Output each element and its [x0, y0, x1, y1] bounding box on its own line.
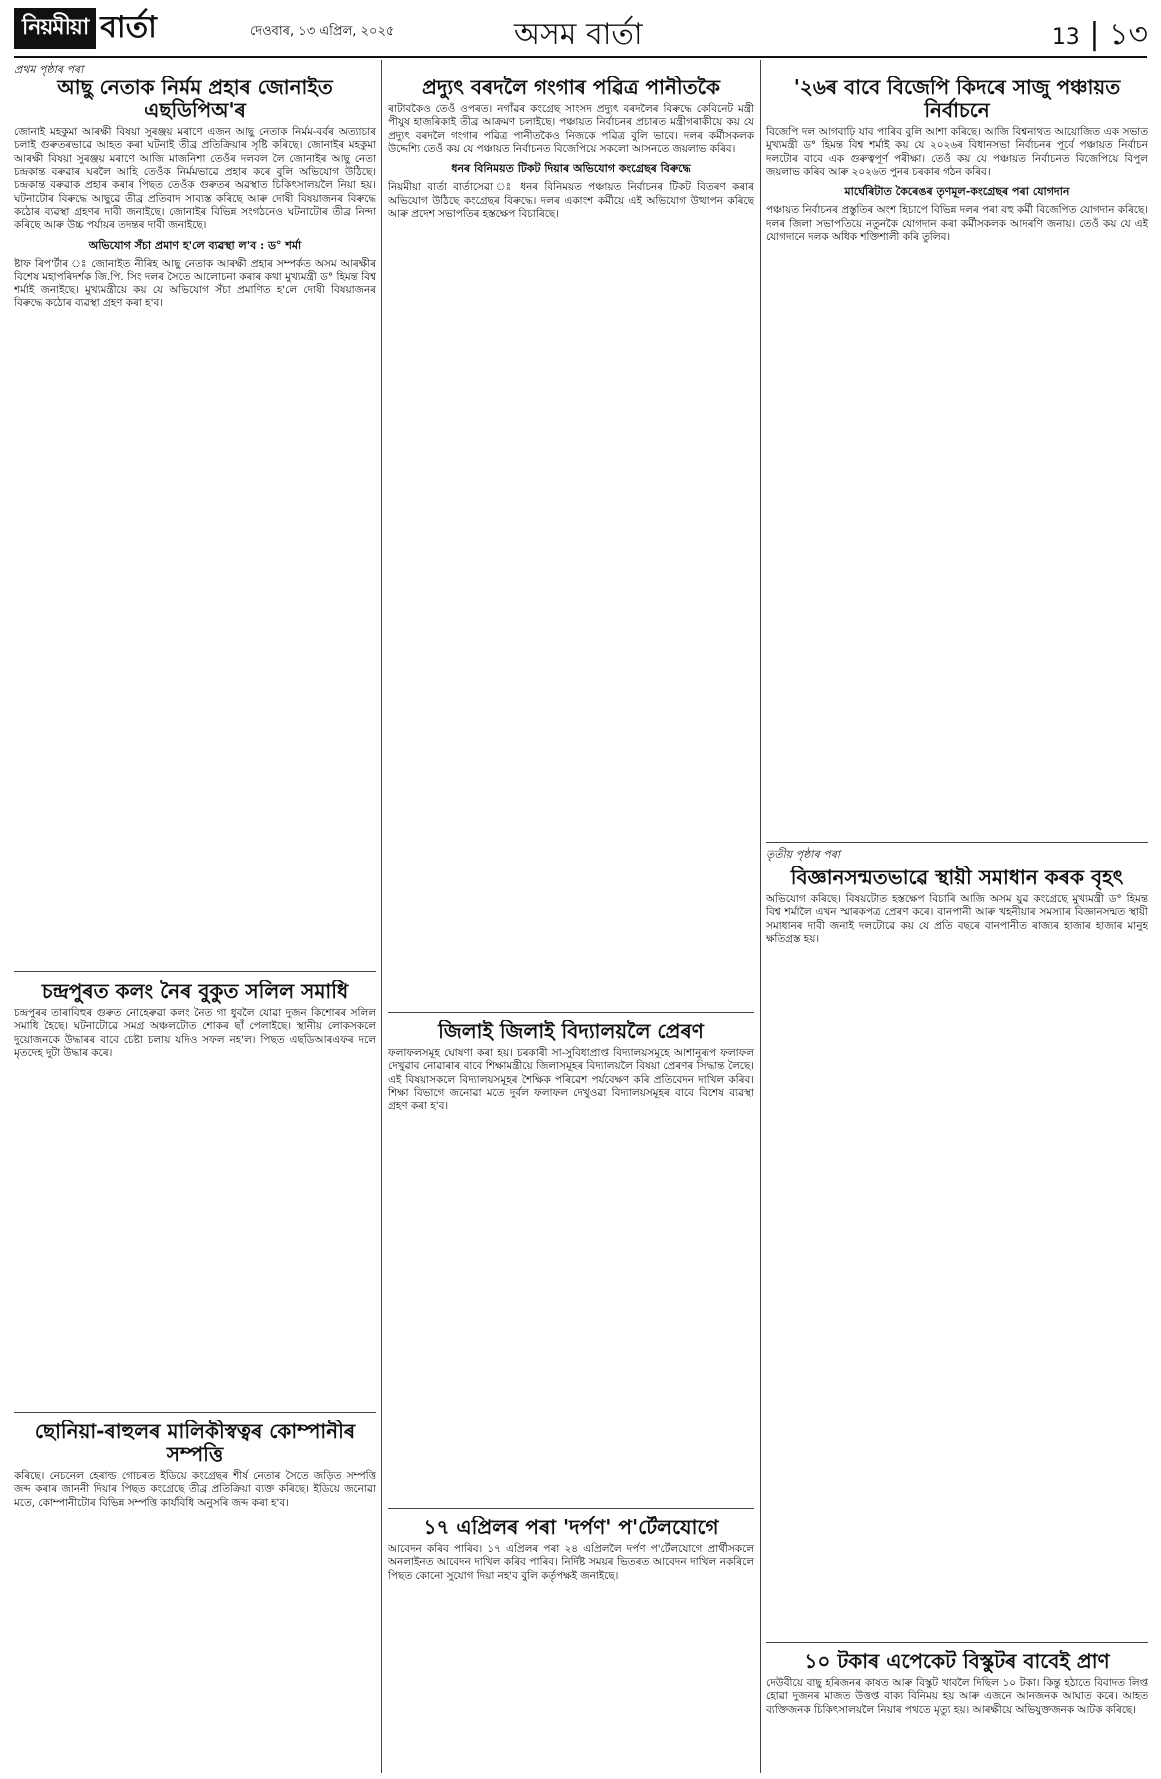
newspaper-logo — [14, 10, 161, 46]
article-body-2: নিয়মীয়া বাৰ্তা বাৰ্তাসেৱা ঃ ধনৰ বিনিময়ত পঞ্চায়ত নিৰ্বাচনৰ টিকট বিতৰণ কৰাৰ অভিযোগ উঠিছে কংগ্ৰেছৰ বিৰুদ্ধে। দলৰ একাংশ কৰ্মীয়ে এই অভিযোগ উত্থাপন কৰিছে আৰু প্ৰদেশ সভাপতিৰ হস্তক্ষেপ বিচাৰিছে। — [388, 181, 754, 220]
article-headline: প্ৰদ্যুৎ বৰদলৈ গংগাৰ পৱিত্ৰ পানীতকৈ — [422, 76, 720, 99]
article-headline: চন্দ্ৰপুৰত কলং নৈৰ বুকুত সলিল সমাধি — [41, 980, 349, 1003]
article-headline: ১৭ এপ্ৰিলৰ পৰা 'দৰ্পণ' প'ৰ্টেলযোগে — [423, 1516, 719, 1539]
article-bjp-panchayat — [766, 76, 1148, 836]
article-body: কৰিছে। নেচনেল হেৰাল্ড গোচৰত ইডিয়ে কংগ্ৰেছৰ শীৰ্ষ নেতাৰ সৈতে জড়িত সম্পত্তি জব্দ কৰাৰ জাননী দিয়াৰ পিছত কংগ্ৰেছে তীব্ৰ প্ৰতিক্ৰিয়া ব্যক্ত কৰিছে। ইডিয়ে জনোৱা মতে, কোম্পানীটোৰ বিভিন্ন সম্পত্তি কাৰ্যবিধি অনুসৰি জব্দ কৰা হ'ব। — [14, 1470, 376, 1509]
page-number-local: ১৩ — [1109, 17, 1148, 52]
article-divider — [14, 1412, 376, 1413]
column-divider — [760, 60, 761, 1773]
page-number-latin: 13 — [1051, 25, 1080, 50]
masthead-rule — [14, 56, 1147, 58]
article-headline: জিলাই জিলাই বিদ্যালয়লৈ প্ৰেৰণ — [438, 1020, 704, 1043]
article-body-2: ষ্টাফ ৰিপ'ৰ্টাৰ ঃ জোনাইত নীৰিহ আছু নেতাক আৰক্ষী প্ৰহাৰ সম্পৰ্কত অসম আৰক্ষীৰ বিশেষ মহাপৰিদৰ্শক জি.পি. সিং দলৰ সৈতে আলোচনা কৰাৰ কথা মুখ্যমন্ত্ৰী ড° হিমন্ত বিশ্ব শৰ্মাই জনাইছে। মুখ্যমন্ত্ৰীয়ে কয় যে অভিযোগ সঁচা প্ৰমাণিত হ'লে দোষী বিষয়াজনৰ বিৰুদ্ধে কঠোৰ ব্যৱস্থা গ্ৰহণ কৰা হ'ব। — [14, 257, 376, 310]
article-asu-leader — [14, 76, 376, 966]
article-subhead: অভিযোগ সঁচা প্ৰমাণ হ'লে ব্যৱস্থা ল'ব : ড° শৰ্মা — [88, 238, 302, 252]
continued-label-col3: তৃতীয় পৃষ্ঠাৰ পৰা — [766, 848, 840, 861]
article-divider — [388, 1508, 754, 1509]
article-darpan-portal — [388, 1516, 754, 1773]
article-headline: ছোনিয়া-ৰাহুলৰ মালিকীস্বত্বৰ কোম্পানীৰ সম্পত্তি — [34, 1420, 356, 1466]
article-divider — [14, 971, 376, 972]
article-national-herald — [14, 1420, 376, 1773]
page-number — [1052, 10, 1148, 61]
issue-date: দেওবাৰ, ১৩ এপ্ৰিল, ২০২৫ — [250, 24, 395, 39]
article-scientific-solution — [766, 866, 1148, 1426]
page-number-divider: | — [1089, 17, 1100, 52]
article-subhead: মাৰ্ঘেৰিটাত কৈৰেঙৰ তৃণমূল-কংগ্ৰেছৰ পৰা যোগদান — [844, 185, 1070, 199]
article-body: ৰাটাবকৈও তেওঁ ওপৰত। নগাঁৱৰ কংগ্ৰেছ সাংসদ প্ৰদ্যুৎ বৰদলৈৰ বিৰুদ্ধে কেবিনেট মন্ত্ৰী পীযুষ হাজৰিকাই তীব্ৰ আক্ৰমণ চলাইছে। পঞ্চায়ত নিৰ্বাচনৰ প্ৰচাৰত মন্ত্ৰীগৰাকীয়ে কয় যে প্ৰদ্যুৎ বৰদলৈ গংগাৰ পৱিত্ৰ পানীতকৈও নিজকে পৱিত্ৰ বুলি ভাবে। দলৰ কৰ্মীসকলক উদ্দেশ্যি তেওঁ কয় যে পঞ্চায়ত নিৰ্বাচনত বিজেপিয়ে সকলো আসনতে জয়লাভ কৰিব। — [388, 103, 754, 155]
continued-label-col1: প্ৰথম পৃষ্ঠাৰ পৰা — [14, 63, 84, 76]
section-title: অসম বাৰ্তা — [514, 17, 643, 52]
logo-text-part2: বাৰ্তা — [100, 9, 157, 45]
masthead — [14, 8, 1148, 52]
article-headline: '২৬ৰ বাবে বিজেপি কিদৰে সাজু পঞ্চায়ত নিৰ্বাচনে — [793, 76, 1121, 122]
column-left — [14, 76, 376, 1773]
article-body-2: পঞ্চায়ত নিৰ্বাচনৰ প্ৰস্তুতিৰ অংশ হিচাপে বিভিন্ন দলৰ পৰা বহু কৰ্মী বিজেপিত যোগদান কৰিছে। দলৰ জিলা সভাপতিয়ে নতুনকৈ যোগদান কৰা কৰ্মীসকলক আদৰণি জনায়। তেওঁ কয় যে এই যোগদানে দলক অধিক শক্তিশালী কৰি তুলিব। — [766, 204, 1148, 243]
article-body: দেউবীয়ে বাছু হৰিজনৰ কাষত আৰু বিস্কুট খাবলৈ দিছিল ১০ টকা। কিন্তু হঠাতে বিবাদত লিপ্ত হোৱা দুজনৰ মাজত উত্তপ্ত বাক্য বিনিময় হয় আৰু এজনে আনজনক আঘাত কৰে। আহত ব্যক্তিজনক চিকিৎসালয়লৈ নিয়াৰ পথতে মৃত্যু হয়। আৰক্ষীয়ে অভিযুক্তজনক আটক কৰিছে। — [766, 1677, 1148, 1716]
article-body: ফলাফলসমূহ ঘোষণা কৰা হয়। চৰকাৰী সা-সুবিধাপ্ৰাপ্ত বিদ্যালয়সমূহে আশানুৰূপ ফলাফল দেখুৱাব নোৱাৰাৰ বাবে শিক্ষামন্ত্ৰীয়ে জিলাসমূহৰ বিদ্যালয়লৈ বিষয়া প্ৰেৰণৰ সিদ্ধান্ত লৈছে। এই বিষয়াসকলে বিদ্যালয়সমূহৰ শৈক্ষিক পৰিৱেশ পৰ্যবেক্ষণ কৰি প্ৰতিবেদন দাখিল কৰিব। শিক্ষা বিভাগে জনোৱা মতে দুৰ্বল ফলাফল দেখুওৱা বিদ্যালয়সমূহৰ বাবে বিশেষ ব্যৱস্থা গ্ৰহণ কৰা হ'ব। — [388, 1047, 754, 1113]
article-headline: বিজ্ঞানসন্মতভাৱে স্থায়ী সমাধান কৰক বৃহৎ — [790, 866, 1124, 889]
article-body: অভিযোগ কৰিছে। বিষয়টোত হস্তক্ষেপ বিচাৰি আজি অসম যুৱ কংগ্ৰেছে মুখ্যমন্ত্ৰী ড° হিমন্ত বিশ্ব শৰ্মালৈ এখন স্মাৰকপত্ৰ প্ৰেৰণ কৰে। বানপানী আৰু খহনীয়াৰ সমস্যাৰ বিজ্ঞানসন্মত স্থায়ী সমাধানৰ দাবী জনাই দলটোৱে কয় যে প্ৰতি বছৰে বানপানীত ৰাজ্যৰ হাজাৰ হাজাৰ মানুহ ক্ষতিগ্ৰস্ত হয়। — [766, 893, 1148, 945]
article-pradyut-bordoloi — [388, 76, 754, 1006]
article-body: আবেদন কৰিব পাৰিব। ১৭ এপ্ৰিলৰ পৰা ২৪ এপ্ৰিললৈ দৰ্পণ প'ৰ্টেলযোগে প্ৰাৰ্থীসকলে অনলাইনত আবেদন দাখিল কৰিব পাৰিব। নিৰ্দিষ্ট সময়ৰ ভিতৰত আবেদন দাখিল নকৰিলে পিছত কোনো সুযোগ দিয়া নহ'ব বুলি কৰ্তৃপক্ষই জনাইছে। — [388, 1543, 754, 1582]
article-body: জোনাই মহকুমা আৰক্ষী বিষয়া সুৰঞ্জয় মৰাণে এজন আছু নেতাক নিৰ্মম-বৰ্বৰ অত্যাচাৰ চলাই গুৰুতৰভাৱে আহত কৰা ঘটনাই তীব্ৰ প্ৰতিক্ৰিয়াৰ সৃষ্টি কৰিছে। জোনাইৰ মহকুমা আৰক্ষী বিষয়া সুৰঞ্জয় মৰাণে আজি মাজনিশা তেওঁৰ দলবল লৈ জোনাইৰ আছু নেতা চন্দ্ৰকান্ত বৰুৱাৰ ঘৰলৈ আহি তেওঁক নিৰ্মমভাৱে প্ৰহাৰ কৰে বুলি অভিযোগ উঠিছে। চন্দ্ৰকান্ত বৰুৱাক প্ৰহাৰ কৰাৰ পিছত তেওঁক গুৰুতৰ অৱস্থাত চিকিৎসালয়লৈ নিয়া হয়। ঘটনাটোৰ বিৰুদ্ধে আছুৱে তীব্ৰ প্ৰতিবাদ সাব্যস্ত কৰিছে আৰু দোষী বিষয়াজনৰ বিৰুদ্ধে কঠোৰ ব্যৱস্থা গ্ৰহণৰ দাবী জনাইছে। জোনাইৰ বিভিন্ন সংগঠনেও ঘটনাটোৰ তীব্ৰ নিন্দা কৰিছে আৰু উচ্চ পৰ্যায়ৰ তদন্তৰ দাবী জনাইছে। — [14, 126, 376, 232]
article-divider — [388, 1012, 754, 1013]
article-divider — [766, 1642, 1148, 1643]
article-subhead: ধনৰ বিনিময়ত টিকট দিয়াৰ অভিযোগ কংগ্ৰেছৰ বিৰুদ্ধে — [451, 162, 691, 176]
article-kolong-river — [14, 980, 376, 1406]
article-headline: ১০ টকাৰ এপেকেট বিস্কুটৰ বাবেই প্ৰাণ — [804, 1650, 1110, 1673]
article-body: চন্দ্ৰপুৰৰ তাৰাবিহুৰ গুৰুত নোহেৰুৱা কলং নৈত গা ধুবলৈ যোৱা দুজন কিশোৰৰ সলিল সমাধি হৈছে। ঘটনাটোৱে সমগ্ৰ অঞ্চলটোত শোকৰ ছাঁ পেলাইছে। স্থানীয় লোকসকলে দুয়োজনকে উদ্ধাৰৰ বাবে চেষ্টা চলায় যদিও সফল নহ'ল। পিছত এছডিআৰএফৰ দলে মৃতদেহ দুটা উদ্ধাৰ কৰে। — [14, 1007, 376, 1059]
article-biscuit — [766, 1650, 1148, 1773]
article-headline: আছু নেতাক নিৰ্মম প্ৰহাৰ জোনাইত এছডিপিঅ'ৰ — [57, 76, 333, 122]
article-divider — [766, 842, 1148, 843]
column-middle — [388, 76, 754, 1773]
column-right — [766, 76, 1148, 1773]
article-school-district — [388, 1020, 754, 1500]
article-body: বিজেপি দল আগবাঢ়ি যাব পাৰিব বুলি আশা কৰিছে। আজি বিশ্বনাথত আয়োজিত এক সভাত মুখ্যমন্ত্ৰী ড° হিমন্ত বিশ্ব শৰ্মাই কয় যে ২০২৬ৰ বিধানসভা নিৰ্বাচনৰ পূৰ্বে পঞ্চায়ত নিৰ্বাচন দলটোৰ বাবে এক গুৰুত্বপূৰ্ণ পৰীক্ষা। তেওঁ কয় যে পঞ্চায়ত নিৰ্বাচনত বিজেপিয়ে বিপুল জয়লাভ কৰিব আৰু ২০২৬ত পুনৰ চৰকাৰ গঠন কৰিব। — [766, 126, 1148, 178]
column-divider — [381, 60, 382, 1773]
logo-text-part1: নিয়মীয়া — [14, 8, 96, 49]
